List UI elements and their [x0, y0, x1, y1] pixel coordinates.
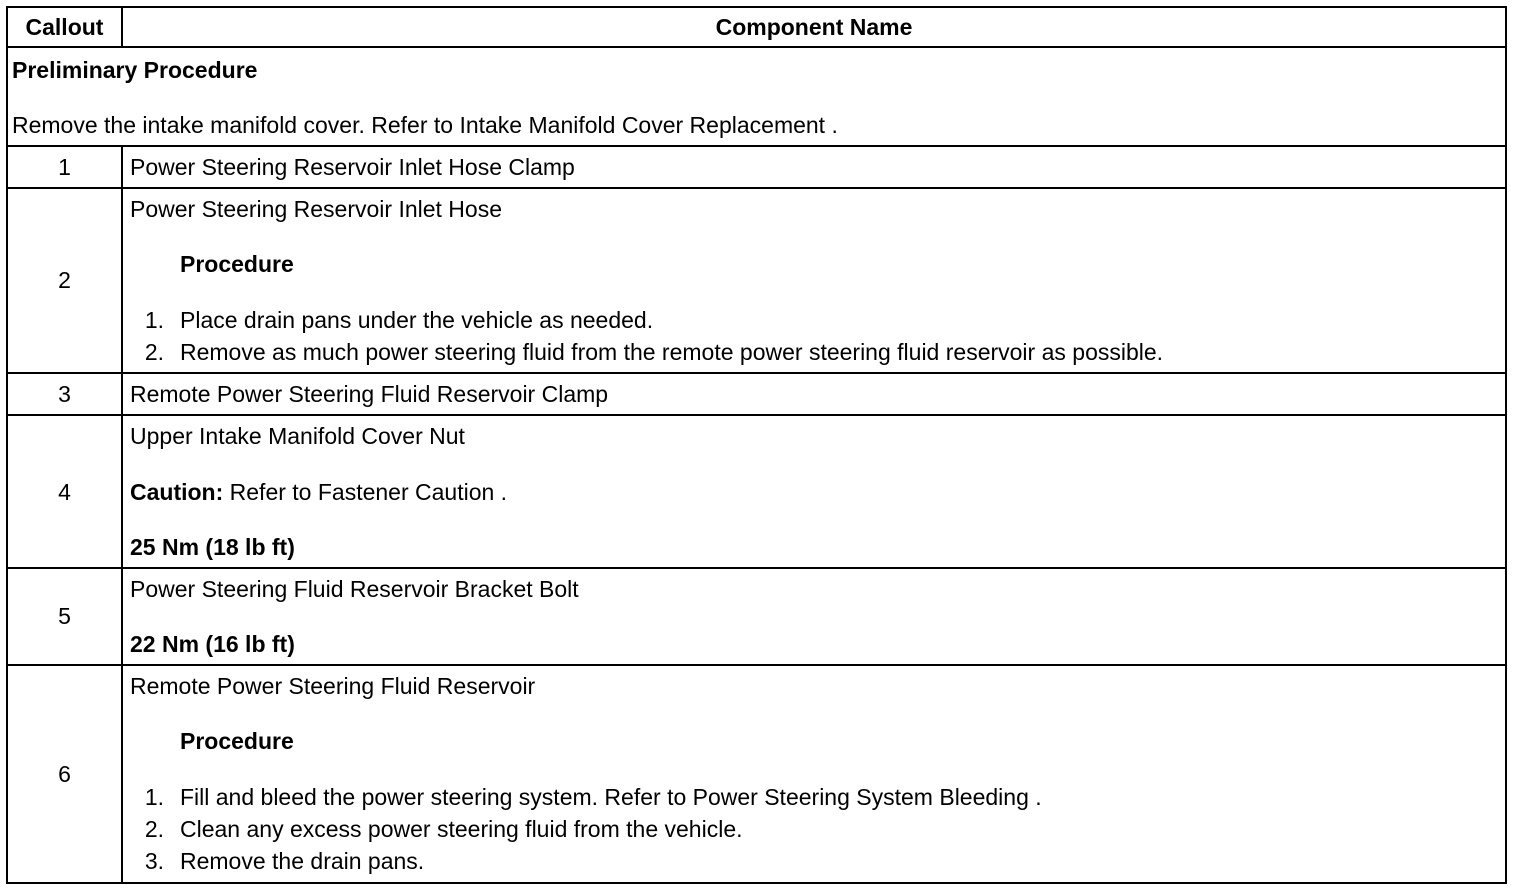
callout-5: 5	[58, 603, 71, 629]
row-divider	[6, 372, 1507, 374]
procedure-title-2: Procedure	[180, 251, 294, 277]
step-number: 1.	[144, 307, 164, 333]
header-callout: Callout	[25, 14, 104, 40]
preliminary-text: Remove the intake manifold cover. Refer to Intake Manifold Cover Replacement .	[12, 112, 838, 138]
step-number: 2.	[144, 339, 164, 365]
caution-label: Caution:	[130, 479, 224, 505]
row-divider	[6, 664, 1507, 666]
step-text: Remove the drain pans.	[180, 848, 425, 874]
torque-spec-5: 22 Nm (16 lb ft)	[130, 631, 295, 657]
row-divider	[6, 145, 1507, 147]
component-name-6: Remote Power Steering Fluid Reservoir	[130, 673, 536, 699]
procedure-title-6: Procedure	[180, 728, 294, 754]
step-text: Fill and bleed the power steering system. Refer to Power Steering System Bleeding .	[180, 784, 1042, 810]
callout-2: 2	[58, 267, 71, 293]
column-divider	[121, 145, 123, 884]
step-text: Place drain pans under the vehicle as needed.	[180, 307, 654, 333]
row-divider	[6, 567, 1507, 569]
step-text: Remove as much power steering fluid from the remote power steering fluid reservoir as possible.	[180, 339, 1164, 365]
step-text: Clean any excess power steering fluid from the vehicle.	[180, 816, 743, 842]
step-number: 2.	[144, 816, 164, 842]
caution-note	[130, 478, 507, 506]
component-name-1: Power Steering Reservoir Inlet Hose Clamp	[130, 154, 575, 180]
component-name-3: Remote Power Steering Fluid Reservoir Clamp	[130, 381, 609, 407]
row-divider	[6, 414, 1507, 416]
caution-text: Refer to Fastener Caution .	[223, 479, 508, 505]
header-component-name: Component Name	[715, 14, 913, 40]
step-number: 1.	[144, 784, 164, 810]
preliminary-title: Preliminary Procedure	[12, 57, 258, 83]
callout-3: 3	[58, 381, 71, 407]
component-name-4: Upper Intake Manifold Cover Nut	[130, 423, 465, 449]
row-divider	[6, 46, 1507, 48]
step-number: 3.	[144, 848, 164, 874]
callout-1: 1	[58, 154, 71, 180]
component-name-2: Power Steering Reservoir Inlet Hose	[130, 196, 502, 222]
row-divider	[6, 187, 1507, 189]
component-name-5: Power Steering Fluid Reservoir Bracket Bolt	[130, 576, 579, 602]
callout-6: 6	[58, 761, 71, 787]
torque-spec-4: 25 Nm (18 lb ft)	[130, 534, 295, 560]
callout-4: 4	[58, 479, 71, 505]
